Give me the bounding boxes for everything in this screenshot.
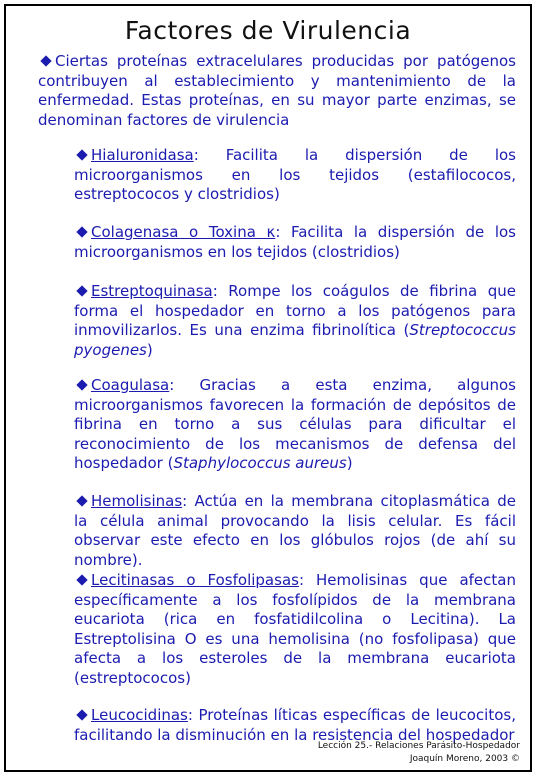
item-term: Hialuronidasa bbox=[91, 146, 194, 164]
diamond-bullet-icon bbox=[76, 226, 87, 237]
footer bbox=[318, 740, 520, 766]
footer-lesson: Lección 25.- Relaciones Parásito-Hospedador bbox=[317, 741, 520, 751]
intro-paragraph bbox=[38, 52, 516, 130]
list-item-hemolisinas bbox=[74, 492, 516, 570]
item-term: Coagulasa bbox=[91, 376, 170, 394]
diamond-bullet-icon bbox=[76, 285, 87, 296]
diamond-bullet-icon bbox=[40, 55, 51, 66]
diamond-bullet-icon bbox=[76, 709, 87, 720]
slide bbox=[4, 4, 532, 772]
item-term: Hemolisinas bbox=[91, 492, 183, 510]
page-title: Factores de Virulencia bbox=[124, 16, 412, 45]
list-item-coagulasa bbox=[74, 376, 516, 474]
intro-text: Ciertas proteínas extracelulares producidas por patógenos contribuyen al establecimiento y mantenimiento de la enfermedad. Estas proteínas, en su mayor parte enzimas, se denominan factores de virulencia bbox=[38, 52, 516, 129]
list-item-lecitinasas bbox=[74, 571, 516, 688]
item-text: : Rompe los coágulos de fibrina que forma el hospedador en torno a los patógenos para inmovilizarlos. Es una enzima fibrinolítica ( bbox=[74, 282, 516, 339]
item-term: Lecitinasas o Fosfolipasas bbox=[91, 571, 299, 589]
item-text: : Proteínas líticas específicas de leucocitos, facilitando la disminución en la resistencia del hospedador bbox=[74, 706, 516, 744]
species-name: Staphylococcus aureus bbox=[173, 454, 347, 472]
species-name: Streptococcus pyogenes bbox=[74, 321, 516, 359]
item-text: : Facilita la dispersión de los microorganismos en los tejidos (estafilococos, estreptococos y clostridios) bbox=[74, 146, 516, 203]
diamond-bullet-icon bbox=[76, 495, 87, 506]
diamond-bullet-icon bbox=[76, 379, 87, 390]
item-text: : Gracias a esta enzima, algunos microorganismos favorecen la formación de depósitos de fibrina en torno a sus células para dificultar el reconocimiento de los mecanismos de defensa del hospedador ( bbox=[74, 376, 516, 472]
item-tail: ) bbox=[146, 340, 153, 359]
diamond-bullet-icon bbox=[76, 574, 87, 585]
diamond-bullet-icon bbox=[76, 149, 87, 160]
list-item-colagenasa bbox=[74, 223, 516, 262]
item-term: Colagenasa o Toxina κ bbox=[91, 223, 276, 241]
item-term: Leucocidinas bbox=[91, 706, 188, 724]
list-item-hialuronidasa bbox=[74, 146, 516, 205]
item-text: : Facilita la dispersión de los microorganismos en los tejidos (clostridios) bbox=[74, 223, 516, 261]
item-text: : Hemolisinas que afectan específicamente a los fosfolípidos de la membrana eucariota (rica en fosfatidilcolina o Lecitina). La Estreptolisina O es una hemolisina (no fosfolipasa) que afecta a los esteroles de la membrana eucariota (estreptococos) bbox=[74, 571, 516, 687]
list-item-estreptoquinasa bbox=[74, 282, 516, 360]
item-term: Estreptoquinasa bbox=[91, 282, 213, 300]
item-text: : Actúa en la membrana citoplasmática de la célula animal provocando la lisis celular. Es fácil observar este efecto en los glóbulos rojos (de ahí su nombre). bbox=[74, 492, 516, 569]
item-tail: ) bbox=[346, 454, 353, 472]
footer-author: Joaquín Moreno, 2003 © bbox=[409, 754, 520, 764]
